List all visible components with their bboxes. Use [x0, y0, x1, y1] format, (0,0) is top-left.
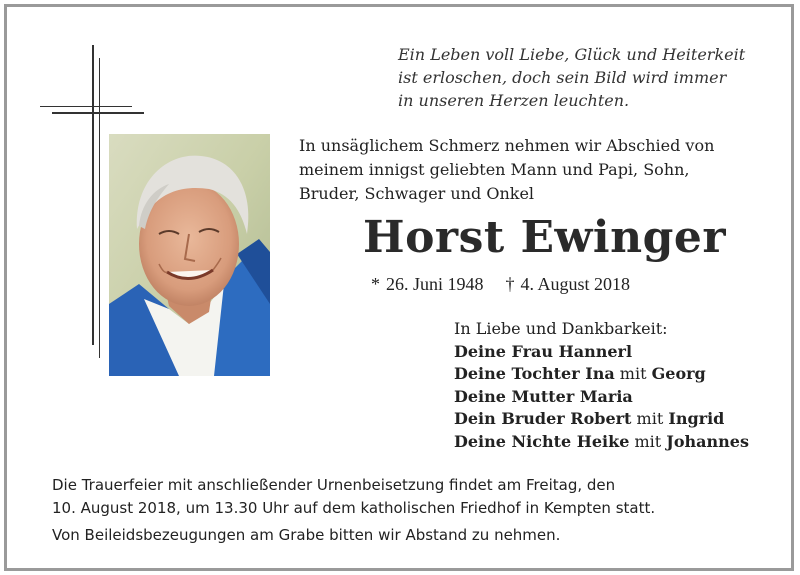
- death-cross-icon: †: [505, 274, 515, 294]
- intro-text: [299, 134, 749, 206]
- birth-date: 26. Juni 1948: [386, 274, 484, 294]
- deceased-name: Horst Ewinger: [363, 212, 727, 263]
- mourner-row: [454, 363, 749, 386]
- intro-line: In unsäglichem Schmerz nehmen wir Abschied von: [299, 136, 715, 155]
- quote-line: in unseren Herzen leuchten.: [398, 91, 630, 110]
- life-dates: [371, 272, 630, 296]
- quote-line: Ein Leben voll Liebe, Glück und Heiterkeit: [398, 45, 746, 64]
- mourner-joiner: mit: [636, 409, 664, 428]
- portrait-photo: [109, 134, 270, 376]
- mourner-name: Dein Bruder Robert: [454, 409, 632, 428]
- memorial-quote: [398, 43, 778, 112]
- mourner-row: [454, 408, 749, 431]
- mourner-name: Deine Nichte Heike: [454, 431, 630, 451]
- cross-horizontal-line: [40, 106, 132, 107]
- intro-line: meinem innigst geliebten Mann und Papi, Sohn,: [299, 160, 690, 179]
- mourners-heading: In Liebe und Dankbarkeit:: [454, 319, 668, 338]
- mourner-row: [454, 341, 749, 364]
- mourner-name: Deine Frau Hannerl: [454, 341, 633, 361]
- cross-vertical-line-2: [99, 58, 100, 358]
- mourner-partner: Johannes: [666, 431, 749, 451]
- mourner-joiner: mit: [634, 431, 662, 451]
- birth-star-icon: *: [371, 274, 380, 294]
- mourner-row: [454, 386, 749, 409]
- funeral-line: Die Trauerfeier mit anschließender Urnenbeisetzung findet am Freitag, den: [52, 476, 616, 494]
- funeral-line: 10. August 2018, um 13.30 Uhr auf dem katholischen Friedhof in Kempten statt.: [52, 498, 656, 517]
- death-date: 4. August 2018: [520, 274, 631, 294]
- mourner-name: Deine Mutter Maria: [454, 386, 633, 406]
- mourner-partner: Georg: [651, 364, 706, 383]
- cross-vertical-line: [92, 45, 94, 345]
- quote-line: ist erloschen, doch sein Bild wird immer: [398, 68, 727, 87]
- funeral-notice: [52, 474, 782, 547]
- cross-horizontal-line-2: [52, 112, 144, 114]
- mourner-row: [454, 431, 749, 454]
- mourner-name: Deine Tochter Ina: [454, 364, 615, 383]
- mourners-list: [454, 318, 749, 453]
- mourner-joiner: mit: [619, 364, 647, 383]
- intro-line: Bruder, Schwager und Onkel: [299, 184, 535, 203]
- mourner-partner: Ingrid: [668, 409, 725, 428]
- condolence-note: Von Beileidsbezeugungen am Grabe bitten wir Abstand zu nehmen.: [52, 526, 561, 544]
